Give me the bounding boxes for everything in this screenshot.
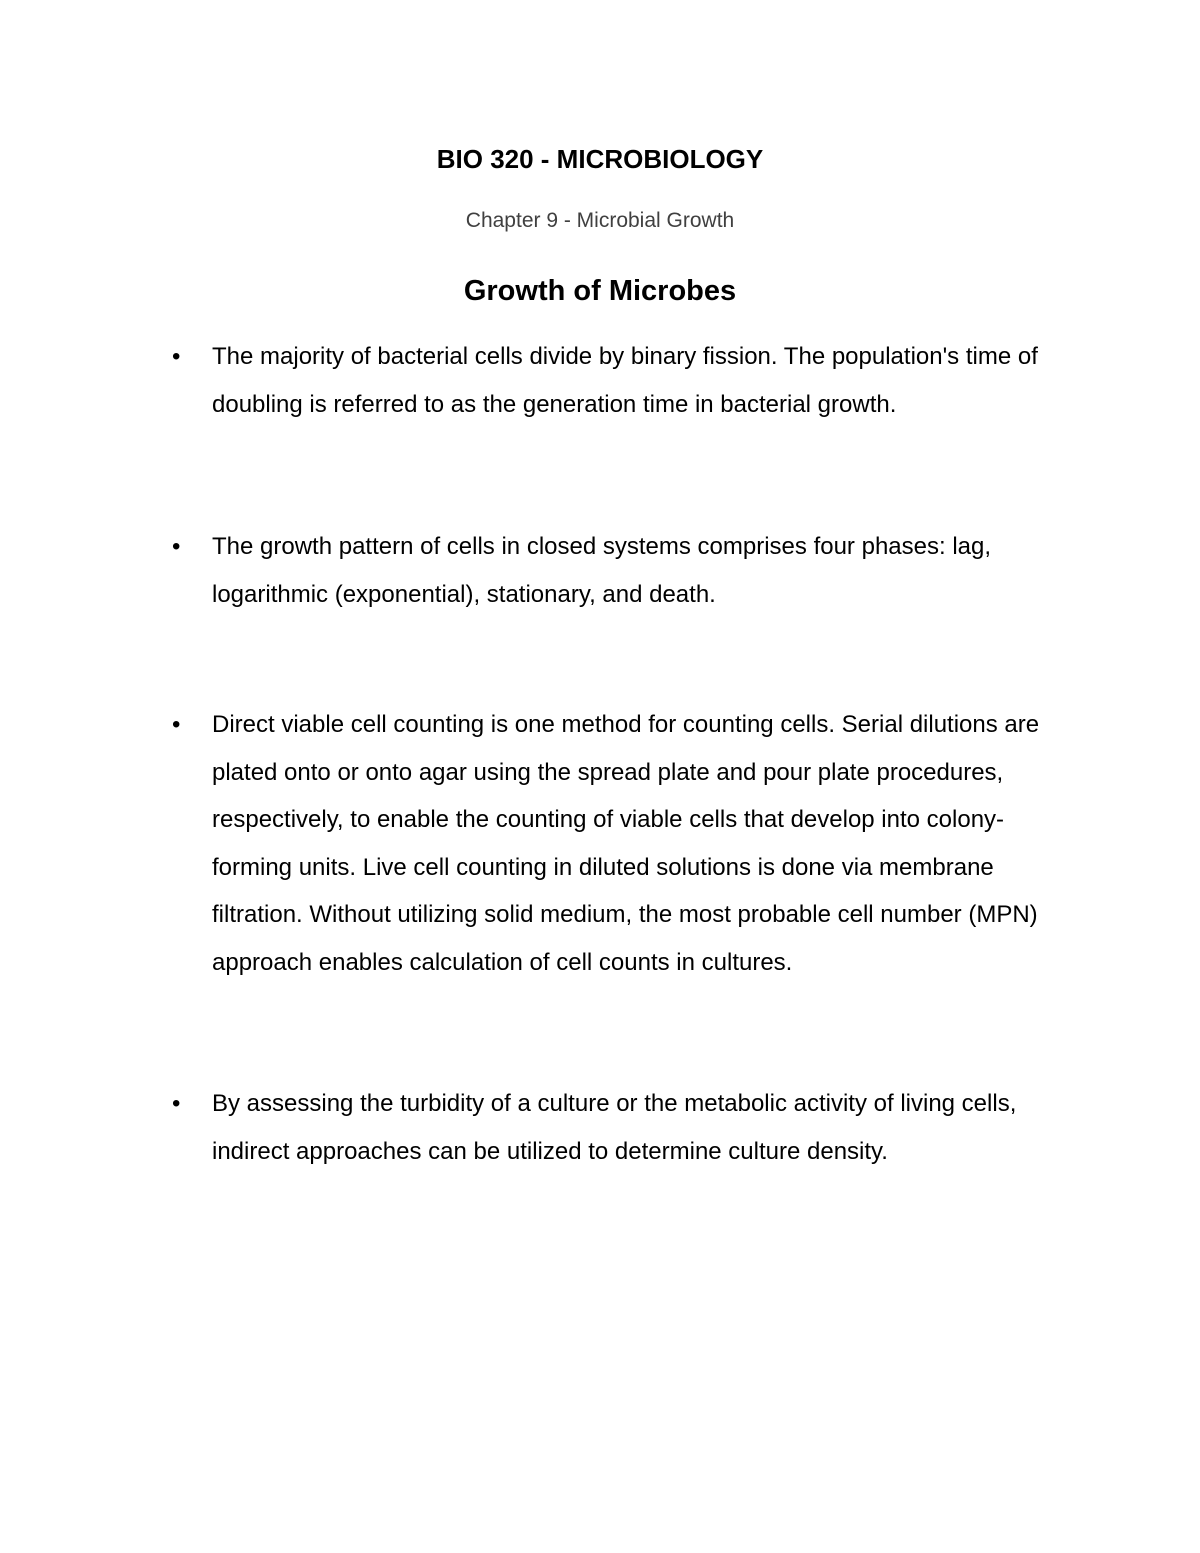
list-item-text: Direct viable cell counting is one method for counting cells. Serial dilutions are plated onto or onto agar using the spread plate and pour plate procedures, respectively, to enable the counting of viable cells that develop into colony-forming units. Live cell counting in diluted solutions is done via membrane filtration. Without utilizing solid medium, the most probable cell number (MPN) approach enables calculation of cell counts in cultures.: [212, 711, 1040, 976]
bullet-icon: •: [172, 343, 181, 370]
bullet-icon: •: [172, 1090, 181, 1117]
list-item-text: The growth pattern of cells in closed systems comprises four phases: lag, logarithmic (exponential), stationary, and death.: [212, 533, 992, 608]
chapter-subtitle: Chapter 9 - Microbial Growth: [465, 209, 735, 232]
list-item-text: The majority of bacterial cells divide by binary fission. The population's time of doubling is referred to as the generation time in bacterial growth.: [212, 343, 1038, 418]
course-title: BIO 320 - MICROBIOLOGY: [436, 144, 764, 174]
list-item-text: By assessing the turbidity of a culture or the metabolic activity of living cells, indirect approaches can be utilized to determine culture density.: [212, 1090, 1017, 1165]
bullet-icon: •: [172, 533, 181, 560]
bullet-icon: •: [172, 711, 181, 738]
section-heading: Growth of Microbes: [463, 275, 737, 307]
